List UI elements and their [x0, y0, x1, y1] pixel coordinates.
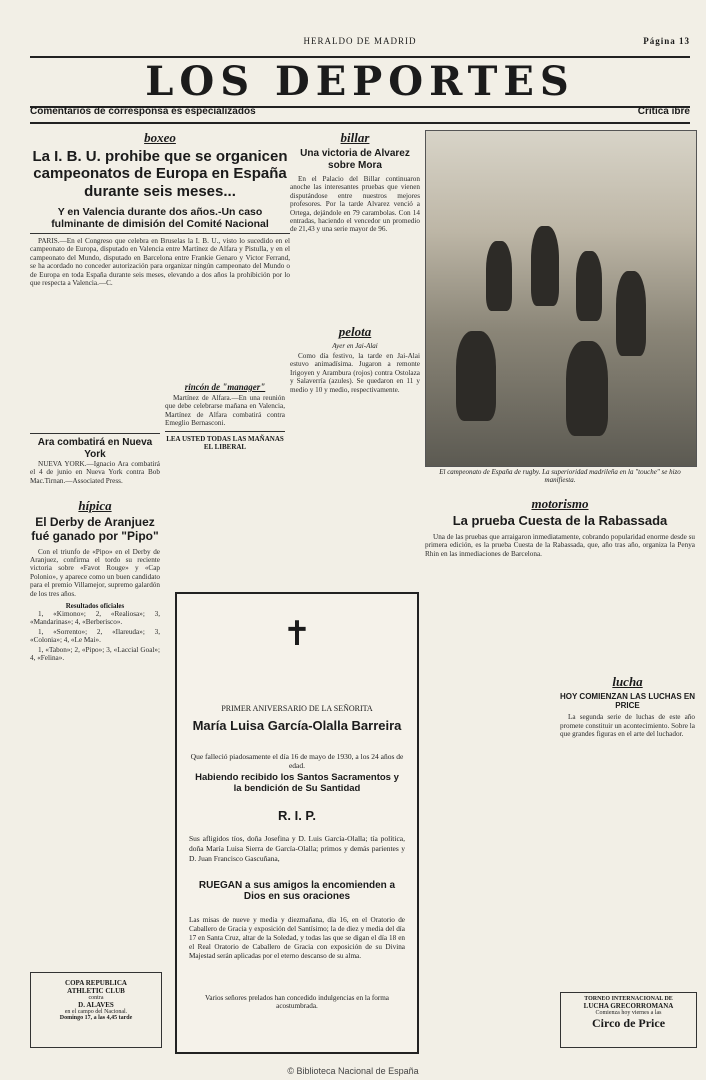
page-number: Página 13	[643, 36, 690, 46]
manager-corner	[165, 380, 285, 580]
obituary-request: RUEGAN a sus amigos la encomienden a Dios en sus oraciones	[198, 880, 396, 902]
obituary-date: Que falleció piadosamente el día 16 de mayo de 1930, a los 24 años de edad.	[190, 752, 404, 770]
divider	[30, 433, 160, 434]
masthead-right-label: Crítica ibre	[637, 106, 690, 117]
ad-line: Circo de Price	[591, 1016, 666, 1030]
pelota-article	[290, 322, 420, 592]
player-figure	[456, 331, 496, 421]
divider	[30, 122, 690, 124]
newspaper-name: HERALDO DE MADRID	[303, 36, 417, 46]
player-figure	[616, 271, 646, 356]
rugby-photo	[425, 130, 697, 467]
motoring-article	[425, 494, 695, 594]
obituary-intro: PRIMER ANIVERSARIO DE LA SEÑORITA	[221, 704, 373, 713]
section-kicker: rincón de "manager"	[184, 382, 266, 392]
section-kicker: boxeo	[144, 130, 176, 145]
ad-line: COPA REPUBLICA	[65, 979, 127, 987]
article-body: La segunda serie de luchas de este año promete constituir un acontecimiento. Sobre la que grandes figuras en el arte del luchador.	[560, 713, 695, 739]
wrestling-advertisement	[560, 992, 697, 1048]
player-figure	[486, 241, 512, 311]
obituary-rip: R. I. P.	[277, 808, 317, 823]
article-dateline: Ayer en Jai-Alai	[332, 342, 378, 350]
section-kicker: hípica	[78, 498, 112, 513]
masthead-subtitle: Comentarios de corresponsa es especializados	[30, 106, 256, 117]
results-title: Resultados oficiales	[65, 602, 125, 611]
obituary-masses: Las misas de nueve y media y diezmañana, día 16, en el Oratorio de Caballero de Gracia y exposición del Santísimo; la de diez y media del día 17 en Santa Cruz, altar de la Soledad, y todas las que se digan el día 18 en el Real Oratorio de Caballero de Gracia con exposición de su Divina Majestad serán aplicadas por el eterno descanso de su alma.	[189, 916, 405, 960]
masthead-subtitle-bar	[30, 106, 690, 122]
section-kicker: lucha	[612, 674, 643, 689]
section-kicker: motorismo	[531, 496, 589, 511]
divider	[30, 233, 290, 234]
article-body: Una de las pruebas que arraigaron inmediatamente, cobrando popularidad enorme desde su primera edición, es la prueba Cuesta de la Rabassada, que, año tras año, organiza la Penya Rhin en las inmediaciones de Barcelona.	[425, 532, 695, 558]
ad-line: en el campo del Nacional.	[64, 1009, 128, 1015]
article-subheadline: Y en Valencia durante dos años.-Un caso fulminante de dimisión del Comité Nacional	[51, 205, 269, 230]
obituary-notice	[175, 592, 419, 1054]
article-headline: HOY COMIENZAN LAS LUCHAS EN PRICE	[560, 692, 695, 711]
obituary-name: María Luisa García-Olalla Barreira	[192, 718, 402, 733]
cross-icon: ✝	[282, 616, 312, 653]
obituary-family: Sus afligidos tíos, doña Josefina y D. Luis García-Olalla; tía política, doña María Luisa Sierra de García-Olalla; primos y demás parientes y D. Juan Francisco Gascuñana,	[189, 834, 405, 863]
boxing-news-item	[30, 430, 160, 490]
player-figure	[531, 226, 559, 306]
article-headline: La I. B. U. prohibe que se organicen campeonatos de Europa en España durante seis meses...	[32, 148, 288, 200]
page-header	[30, 36, 690, 50]
article-body: En el Palacio del Billar continuaron anoche las interesantes pruebas que vienen disputándose entre nuestros mejores profesores. Por la tarde Alvarez venció a Ortega, dejándole en 79 carambolas. Con 14 entradas, haciendo el vencedor un promedio de 21,43 y una serie mayor de 96.	[290, 175, 420, 234]
article-body: Como día festivo, la tarde en Jai-Alai estuvo animadísima. Jugaron a remonte Irigoyen y Arambura (rojos) contra Ostolaza y Salaverría (azules). Se quedaron en 11 y medio y 10 y medio, respectivamente.	[290, 352, 420, 394]
news-headline: Ara combatirá en Nueva York	[37, 437, 153, 460]
newspaper-notice: LEA USTED TODAS LAS MAÑANAS EL LIBERAL	[166, 434, 284, 451]
section-title: LOS DEPORTES	[145, 58, 575, 105]
divider	[165, 431, 285, 432]
player-figure	[576, 251, 602, 321]
ad-line: Domingo 17, a las 4,45 tarde	[59, 1015, 133, 1021]
results-list: 1, «Kimono»; 2, «Realiosa»; 3, «Mandarinas»; 4, «Berberisco». 1, «Sorrento»; 2, «Ilareuda»; 3, «Colonia»; 4, «Le Mai». 1, «Tabon»; 2, «Pipo»; 3, «Laccial Goal»; 4, «Felina».	[30, 610, 160, 663]
ad-line: TORNEO INTERNACIONAL DE	[584, 996, 673, 1002]
ad-line: ATHLETIC CLUB	[67, 987, 125, 995]
section-masthead	[30, 56, 690, 108]
ad-line: LUCHA GRECORROMANA	[583, 1002, 674, 1010]
player-figure	[566, 341, 608, 436]
section-kicker: billar	[340, 130, 370, 145]
news-body: NUEVA YORK.—Ignacio Ara combatirá el 4 de junio en Nueva York contra Bob Mac.Tirnan.—Associated Press.	[30, 460, 160, 485]
horse-racing-article	[30, 496, 160, 936]
photo-caption: El campeonato de España de rugby. La superioridad madrileña en la "touche" se hizo manifiesta.	[439, 468, 681, 484]
ad-line: D. ALAVES	[78, 1001, 114, 1009]
wrestling-article	[560, 672, 695, 922]
ad-line: contra	[88, 995, 104, 1001]
article-body: Martínez de Alfara.—En una reunión que debe celebrarse mañana en Valencia, Martínez de Alfara combatirá contra Emeglio Bernasconi.	[165, 394, 285, 428]
article-headline: Una victoria de Alvarez sobre Mora	[300, 148, 410, 171]
article-headline: La prueba Cuesta de la Rabassada	[452, 513, 668, 528]
image-credit: © Biblioteca Nacional de España	[287, 1066, 419, 1076]
article-body: Con el triunfo de «Pipo» en el Derby de Aranjuez, confirma el tordo su reciente victoria sobre «Favot Rouge» y «Cap Polonio», y aparece como un buen candidato para el premio Villamejor, supremo galardón de los tres años.	[30, 547, 160, 598]
obituary-indulgences: Varios señores prelados han concedido indulgencias en la forma acostumbrada.	[204, 994, 390, 1010]
ad-line: Comienza hoy viernes a las	[595, 1010, 662, 1016]
article-body: PARIS.—En el Congreso que celebra en Bruselas la I. B. U., visto lo sucedido en el campeonato de Europa, disputado en Valencia entre Martínez de Alfara y Pistulla, y en el campeonato del Mundo, disputado en Barcelona entre Frankie Genaro y Victor Ferrand, se ha acordado no conceder autorización para organizar ningún campeonato del Mundo o de Europa en toda España durante seis meses, elevando a dos años la prohibición por lo que respecta a Valencia.—C.	[30, 236, 290, 287]
obituary-sacraments: Habiendo recibido los Santos Sacramentos y la bendición de Su Santidad	[195, 772, 399, 794]
football-advertisement	[30, 972, 162, 1048]
article-headline: El Derby de Aranjuez fué ganado por "Pipo"	[31, 515, 159, 543]
section-kicker: pelota	[338, 324, 372, 339]
